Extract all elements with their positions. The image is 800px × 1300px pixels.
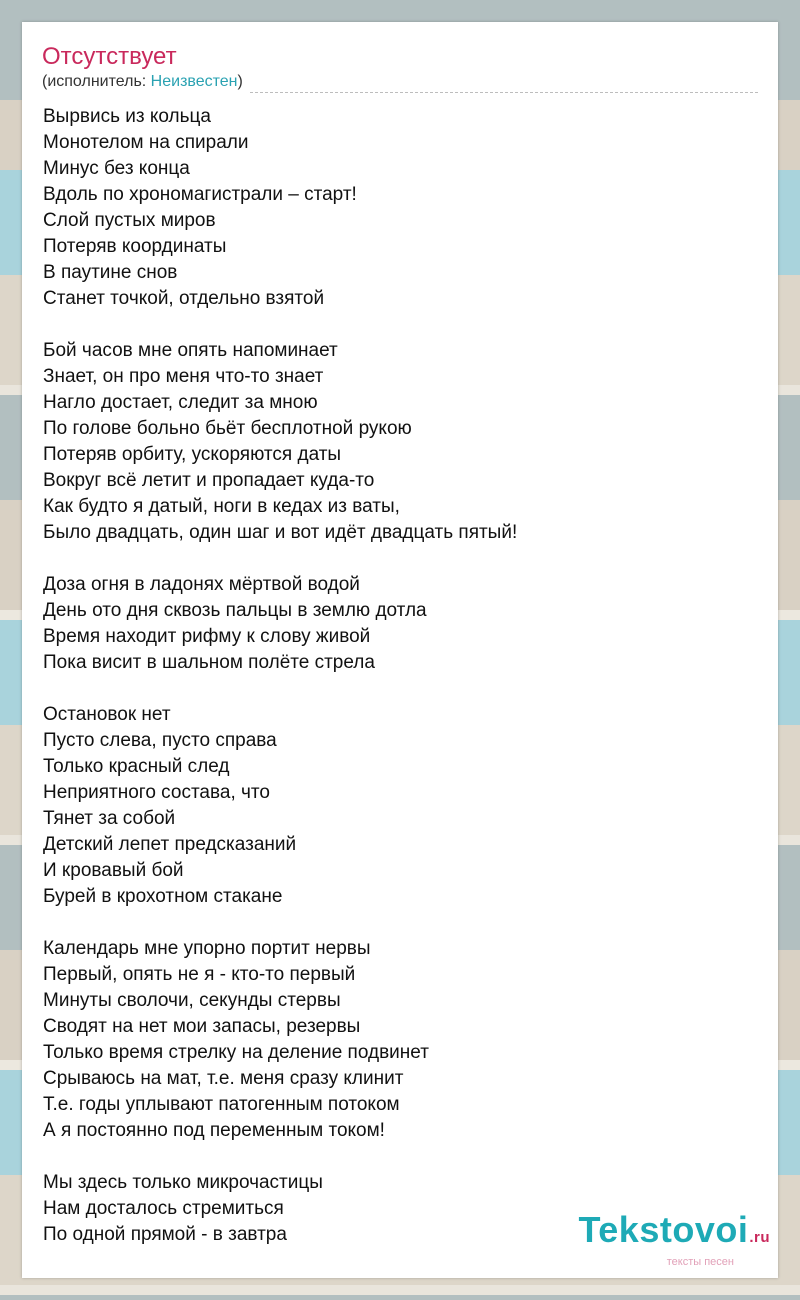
stanza-break — [43, 312, 758, 338]
lyric-line: Только красный след — [43, 756, 230, 777]
logo-main-text: Tekstovoi — [578, 1209, 749, 1250]
lyric-line: В паутине снов — [43, 262, 178, 283]
lyric-line: Доза огня в ладонях мёртвой водой — [43, 574, 360, 595]
lyric-line: Минуты сволочи, секунды стервы — [43, 990, 341, 1011]
lyric-line: Знает, он про меня что-то знает — [43, 366, 324, 387]
lyric-line: Время находит рифму к слову живой — [43, 626, 371, 647]
lyric-line: Остановок нет — [43, 704, 171, 725]
artist-link[interactable]: Неизвестен — [150, 73, 238, 90]
logo-tagline: тексты песен — [666, 1256, 734, 1268]
lyric-line: Нагло достает, следит за мною — [43, 392, 318, 413]
lyric-line: Вокруг всё летит и пропадает куда-то — [43, 470, 375, 491]
lyric-line: Сводят на нет мои запасы, резервы — [43, 1016, 361, 1037]
stanza-break — [43, 676, 758, 702]
lyric-line: По голове больно бьёт бесплотной рукою — [43, 418, 412, 439]
stanza-break — [43, 910, 758, 936]
lyric-line: Слой пустых миров — [43, 210, 216, 231]
lyrics-text — [43, 104, 758, 1248]
site-logo[interactable] — [578, 1209, 770, 1268]
lyric-line: По одной прямой - в завтра — [43, 1224, 287, 1245]
lyric-line: Бой часов мне опять напоминает — [43, 340, 338, 361]
lyric-line: Только время стрелку на деление подвинет — [43, 1042, 429, 1063]
lyric-line: Было двадцать, один шаг и вот идёт двадцать пятый! — [43, 522, 518, 543]
lyric-line: Неприятного состава, что — [43, 782, 270, 803]
lyric-line: Т.е. годы уплывают патогенным потоком — [43, 1094, 400, 1115]
lyric-line: Срываюсь на мат, т.е. меня сразу клинит — [43, 1068, 404, 1089]
lyric-line: Монотелом на спирали — [43, 132, 249, 153]
lyric-line: Потеряв орбиту, ускоряются даты — [43, 444, 342, 465]
lyric-line: Как будто я датый, ноги в кедах из ваты, — [43, 496, 400, 517]
stanza-break — [43, 546, 758, 572]
lyric-line: Мы здесь только микрочастицы — [43, 1172, 323, 1193]
lyric-line: Пусто слева, пусто справа — [43, 730, 277, 751]
lyric-line: Нам досталось стремиться — [43, 1198, 284, 1219]
lyric-line: День ото дня сквозь пальцы в землю дотла — [43, 600, 427, 621]
lyric-line: Календарь мне упорно портит нервы — [43, 938, 371, 959]
artist-line — [42, 72, 243, 92]
artist-suffix: ) — [237, 73, 243, 90]
title-divider — [250, 92, 758, 93]
song-title: Отсутствует — [42, 43, 177, 70]
logo-domain-suffix: .ru — [749, 1229, 770, 1246]
lyric-line: А я постоянно под переменным током! — [43, 1120, 385, 1141]
artist-prefix: (исполнитель: — [42, 73, 151, 90]
lyric-line: Детский лепет предсказаний — [43, 834, 297, 855]
stanza-break — [43, 1144, 758, 1170]
lyric-line: Бурей в крохотном стакане — [43, 886, 283, 907]
lyric-line: Вырвись из кольца — [43, 106, 211, 127]
logo-wordmark — [578, 1209, 770, 1256]
lyric-line: Тянет за собой — [43, 808, 176, 829]
lyric-line: Минус без конца — [43, 158, 190, 179]
lyric-line: Первый, опять не я - кто-то первый — [43, 964, 356, 985]
lyric-line: Станет точкой, отдельно взятой — [43, 288, 325, 309]
lyric-line: Потеряв координаты — [43, 236, 227, 257]
lyric-line: И кровавый бой — [43, 860, 184, 881]
lyric-line: Пока висит в шальном полёте стрела — [43, 652, 375, 673]
lyrics-card — [22, 22, 778, 1278]
lyric-line: Вдоль по хрономагистрали – старт! — [43, 184, 357, 205]
